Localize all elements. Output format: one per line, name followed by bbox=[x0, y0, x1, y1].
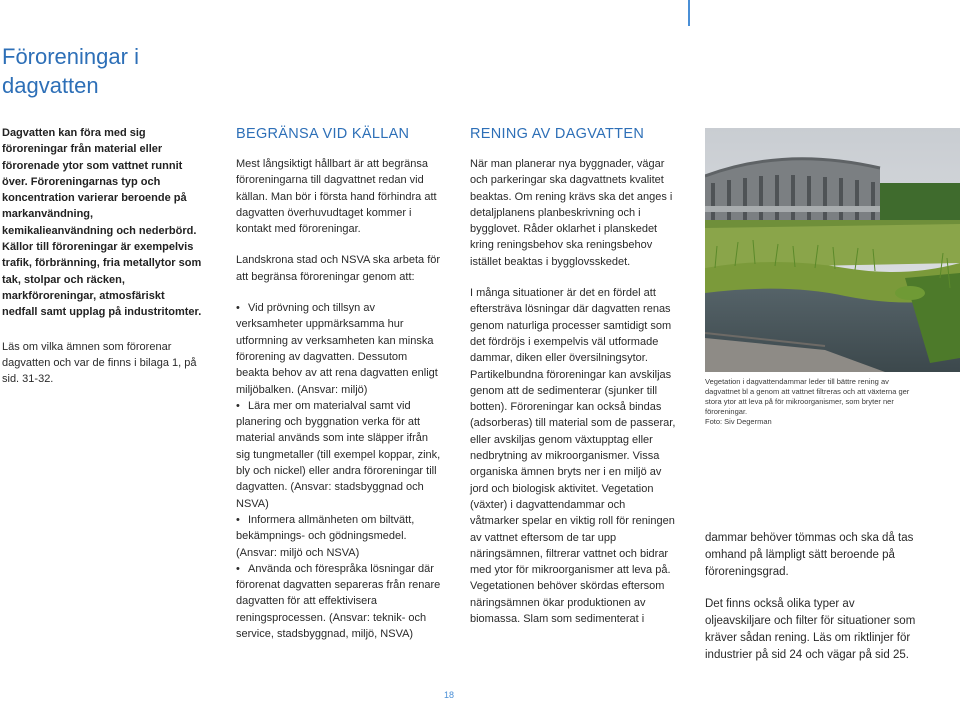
wetland-photo-illustration bbox=[705, 128, 960, 372]
page-title bbox=[2, 42, 202, 100]
photo-caption-text: Vegetation i dagvattendammar leder till bättre rening av dagvattnet bl a genom att vattnet filtreras och att växterna ger stora ytor att leva på för mikroorganismer, som bryter ner föroreningar. Foto: Siv Degerman bbox=[705, 377, 910, 426]
bullet-item bbox=[236, 398, 441, 512]
bullet-text: Vid prövning och tillsyn av verksamheter uppmärksamma hur utformning av verksamheten kan minska förorening av dagvatten. Dessutom beakta behov av att rena dagvatten enligt miljöbalken. (Ansvar: miljö) bbox=[236, 302, 438, 396]
page-number: 18 bbox=[444, 690, 455, 700]
intro-column bbox=[2, 125, 202, 402]
bullet-dot-icon: • bbox=[236, 399, 240, 412]
treatment-paragraph-1: När man planerar nya byggnader, vägar och parkeringar ska dagvattnets kvalitet beaktas. Om rening krävs ska det anges i detaljplanens planbeskrivning och i bygglovet. Råder oklarhet i planskedet kring reningsbehov ska reningsbehov istället beaktas i bygglovsskedet. bbox=[470, 158, 673, 268]
bullet-dot-icon: • bbox=[236, 302, 240, 315]
continued-column bbox=[705, 530, 920, 679]
page-title-line-2: dagvatten bbox=[2, 73, 99, 98]
bullet-dot-icon: • bbox=[236, 562, 240, 575]
treatment-column bbox=[470, 125, 677, 642]
page-edge-line bbox=[688, 0, 690, 26]
wetland-photo bbox=[705, 128, 960, 372]
intro-body: Läs om vilka ämnen som förorenar dagvatten och var de finns i bilaga 1, på sid. 31-32. bbox=[2, 340, 197, 386]
bullet-item bbox=[236, 561, 441, 642]
intro-lead: Dagvatten kan föra med sig föroreningar från material eller förorenade ytor som vattnet runnit över. Föroreningarnas typ och koncentration varierar beroende på markanvändning, kemikalieanvändning och nederbörd. Källor till föroreningar är exempelvis trafik, förbränning, fria metallytor som tak, stolpar och räcken, markföroreningar, atmosfäriskt nedfall samt upplag på industritomter. bbox=[2, 127, 202, 319]
bullet-text: Lära mer om materialval samt vid planering och byggnation verka för att material används som inte släpper ifrån sig tungmetaller (till exempel koppar, zink, bly och nickel) eller andra föroreningar till dagvatten. (Ansvar: stadsbyggnad och NSVA) bbox=[236, 399, 441, 510]
bullet-text: Informera allmänheten om biltvätt, bekämpnings- och gödningsmedel. (Ansvar: miljö och NSVA) bbox=[236, 513, 415, 559]
source-control-column bbox=[236, 125, 441, 642]
treatment-paragraph-2: I många situationer är det en fördel att eftersträva lösningar där dagvatten renas genom naturliga processer samtidigt som det fördröjs i exempelvis väl utformade dammar, diken eller översilningsytor. Partikelbundna föroreningar kan avskiljas genom att de sedimenterar (sjunker till botten). Föroreningar kan också bindas (adsorberas) till material som de passerar, eller avskiljas genom växtupptag eller nedbrytning av mikroorganismer. Vissa organiska ämnen bryts ner i en miljö av jord och biologisk aktivitet. Vegetation (växter) i dagvattendammar och våtmarker spelar en viktig roll för reningen av vattnet eftersom de tar upp näringsämnen, filtrerar vattnet och bidrar med ytor för mikroorganismer att leva på. Vegetationen behöver skördas eftersom näringsämnen ökar produktionen av biomassa. Slam som sedimenterat i bbox=[470, 287, 676, 626]
source-control-heading: BEGRÄNSA VID KÄLLAN bbox=[236, 126, 410, 142]
page-title-line-1: Föroreningar i bbox=[2, 44, 139, 69]
continued-paragraph-2: Det finns också olika typer av oljeavskiljare och filter för situationer som kräver sådan rening. Läs om riktlinjer för industrier på sid 24 och vägar på sid 25. bbox=[705, 598, 916, 661]
bullet-item bbox=[236, 300, 441, 398]
bullet-dot-icon: • bbox=[236, 513, 240, 526]
bullet-text: Använda och förespråka lösningar där förorenat dagvatten separeras från renare dagvatten för att effektivisera reningsprocessen. (Ansvar: teknik- och service, stadsbyggnad, miljö, NSVA) bbox=[236, 562, 441, 641]
treatment-heading: RENING AV DAGVATTEN bbox=[470, 126, 645, 142]
source-control-bullets bbox=[236, 300, 441, 642]
continued-paragraph-1: dammar behöver tömmas och ska då tas omhand på lämpligt sätt beroende på föroreningsgrad. bbox=[705, 532, 914, 578]
bullet-item bbox=[236, 512, 441, 561]
source-control-paragraph-1: Mest långsiktigt hållbart är att begränsa föroreningarna till dagvattnet redan vid källan. Man bör i första hand förhindra att dagvatten överhuvudtaget kommer i kontakt med föroreningar. bbox=[236, 158, 437, 236]
photo-caption bbox=[705, 377, 915, 427]
source-control-paragraph-2: Landskrona stad och NSVA ska arbeta för att begränsa föroreningar genom att: bbox=[236, 254, 441, 283]
